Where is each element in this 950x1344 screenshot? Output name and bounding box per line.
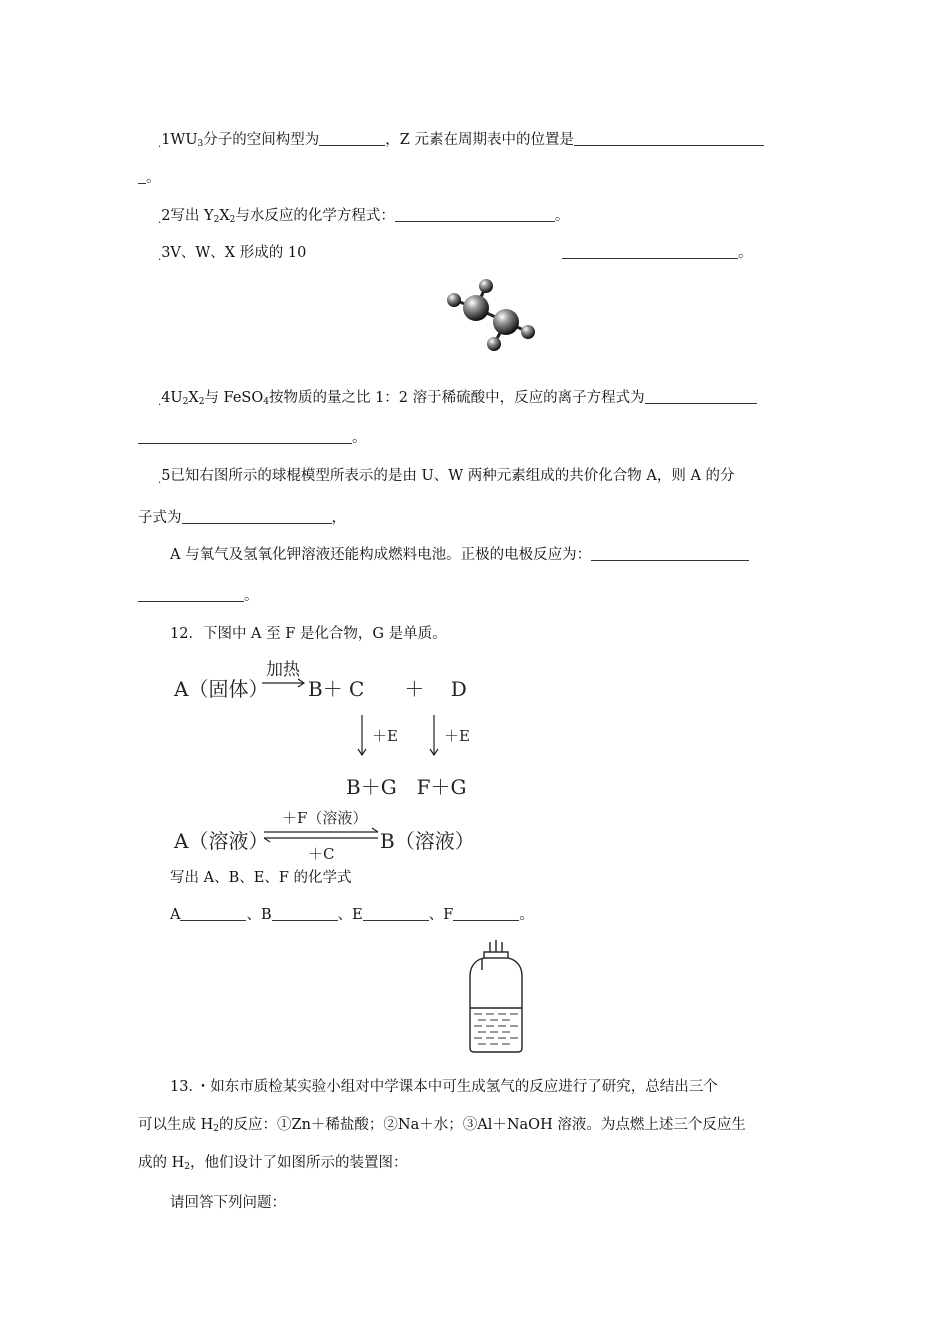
answer-blank[interactable] [138,169,146,184]
answer-blank[interactable] [453,906,519,921]
q11-part5-line3: A 与氧气及氢氧化钾溶液还能构成燃料电池。正极的电极反应为： [170,545,749,565]
q11-part1-line2: 。 [138,168,161,188]
small-atom [479,279,493,293]
part-number: 1 [161,132,171,148]
large-atom [463,295,489,321]
q12-answer-line: A 、B 、E 、F 。 [170,907,534,923]
part-number: 5 [161,468,171,484]
answer-blank[interactable] [138,587,244,602]
q13-line1: 13．・如东市质检某实验小组对中学课本中可生成氢气的反应进行了研究，总结出三个 [170,1079,718,1095]
reaction-scheme [170,655,490,865]
item-marker: . [158,397,162,408]
large-atom [493,309,519,335]
answer-blank[interactable] [319,131,385,146]
scheme-a-solid: A（固体） [174,677,269,701]
answer-blank[interactable] [395,207,555,222]
scheme-plus-e-right: ＋E [444,727,470,745]
small-atom [487,337,501,351]
q12-ask: 写出 A、B、E、F 的化学式 [170,870,352,886]
answer-blank[interactable] [272,906,338,921]
scheme-heat-label: 加热 [266,660,300,680]
ball-stick-model-figure [440,278,550,358]
item-marker: . [158,252,162,263]
scheme-plus-c-label: ＋C [308,845,335,863]
q11-part5-line4: 。 [138,586,259,606]
q11-part5-line2: 子式为 ， [138,510,346,526]
item-marker: . [158,475,162,486]
answer-blank[interactable] [562,244,738,259]
answer-blank[interactable] [591,546,749,561]
q11-part5-line: $_.$5已知右图所示的球棍模型所表示的是由 U、W 两种元素组成的共价化合物 A，则 A 的分 [158,468,735,486]
small-atom [521,325,535,339]
answer-blank[interactable] [574,131,764,146]
item-marker: . [158,215,162,226]
q13-line3: 成的 $H_2$，他们设计了如图所示的装置图： [138,1155,408,1172]
q11-part4-line: $_.4U_2X_2$与 FeSO$_4$按物质的量之比 1：2 溶于稀硫酸中，反应的离子方程式为 [158,388,757,413]
q11-part1-line: $_.1WU_3$分子的空间构型为 ，Z 元素在周期表中的位置是 [158,130,764,155]
item-marker: . [158,139,162,150]
q13-line2: 可以生成 $H_2$的反应：①Zn＋稀盐酸；②Na＋水；③Al＋NaOH 溶液。为点燃上述三个反应生 [138,1117,746,1134]
q11-part3-answer: 。 [562,243,753,263]
answer-blank[interactable] [138,429,352,444]
q11-part4-line2: 。 [138,428,367,448]
scheme-b-solution: B（溶液） [380,829,475,853]
part-number: 2 [161,208,171,224]
q13-line4: 请回答下列问题： [170,1195,286,1211]
scheme-row3: B＋G F＋G [346,775,467,799]
scheme-products: B＋ C ＋ D [308,677,467,701]
part-number: 3 [161,245,171,261]
gas-bottle-apparatus-figure [456,940,536,1056]
answer-blank[interactable] [645,389,757,404]
part-number: 4 [161,390,171,406]
scheme-arrows [170,655,490,865]
answer-blank[interactable] [363,906,429,921]
scheme-plus-e-left: ＋E [372,727,398,745]
scheme-a-solution: A（溶液） [174,829,269,853]
small-atom [447,293,461,307]
q11-part2-line: $_.$2写出 $Y_2X_2$与水反应的化学方程式： 。 [158,208,570,226]
scheme-plus-f-label: ＋F（溶液） [282,809,368,827]
answer-blank[interactable] [182,509,332,524]
q11-part3-line: $_.$3V、W、X 形成的 10 [158,245,307,263]
answer-blank[interactable] [180,906,246,921]
q12-intro: 12．下图中 A 至 F 是化合物，G 是单质。 [170,626,447,642]
